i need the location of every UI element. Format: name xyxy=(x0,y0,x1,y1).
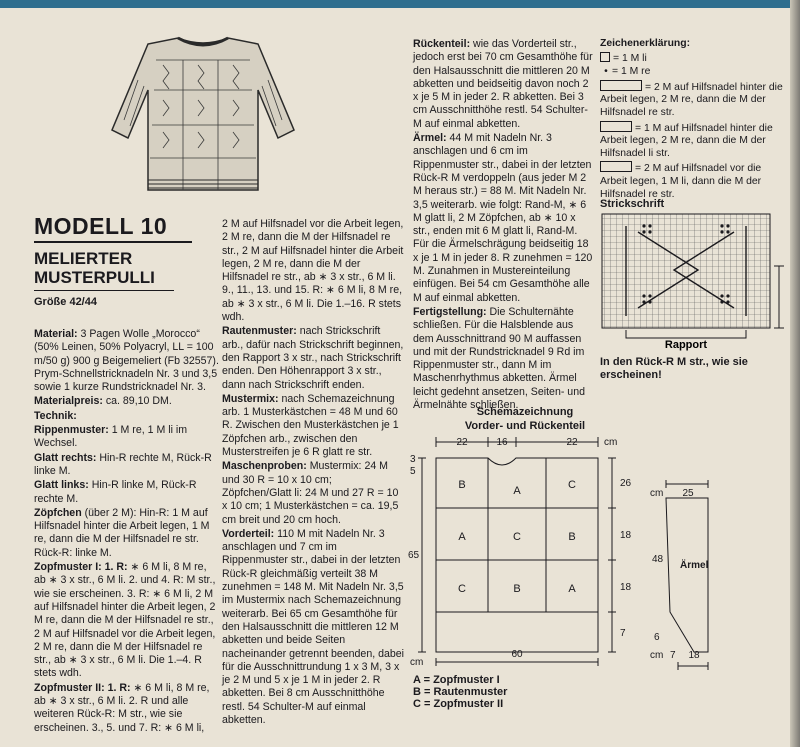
dim-label: 3 xyxy=(410,454,416,465)
sleeve-label: Ärmel xyxy=(680,560,709,571)
sweater-illustration xyxy=(108,30,298,200)
dim-label: 65 xyxy=(408,550,420,561)
paragraph: Zopfmuster I: 1. R: ∗ 6 M li, 8 M re, ab ∗ 3 x str., 6 M li. 2. und 4. R: M str., wie sie erscheinen. 3. R: ∗ 6 M li, 2 M auf Hilfsnadel hinter die Arbeit legen, 2 M re, dann die M der Hilfsnadel re str., 2 M auf Hilfsnadel vor die Arbeit legen, 2 M re, dann die M der Hilfsnadel re str., ab ∗ 3 x str., 6 M li. Die 1.–4. R stets wdh. xyxy=(34,561,216,680)
schema-title xyxy=(440,405,610,433)
dim-label: 26 xyxy=(620,478,632,489)
grid-cell-label: C xyxy=(458,583,466,595)
grid-cell-label: B xyxy=(513,583,521,595)
grid-cell-label: C xyxy=(513,531,521,543)
paragraph: Ärmel: 44 M mit Nadeln Nr. 3 anschlagen und 6 cm im Rippenmuster str., dabei in der letzten Rück-R M verdoppeln (aus jeder M 2 M heraus str.) = 88 M. Mit Nadeln Nr. 3,5 weiterarb. wie folgt: Rand-M, ∗ 6 M glatt li, 2 M Zöpfchen, ab ∗ 10 x str., enden mit 6 M glatt li, Rand-M. Für die Ärmelschrägung beidseitig 18 x je 1 M in jeder 8. R zunehmen = 120 M. Zunahmen in Mustereinteilung einfügen. Bei 54 cm Gesamthöhe alle M auf einmal abketten. xyxy=(413,132,593,304)
model-title: MODELL 10 xyxy=(34,213,168,239)
paragraph: Zopfmuster II: 1. R: ∗ 6 M li, 8 M re, ab ∗ 3 x str., 6 M li. 2. R und alle weiteren Rück-R: M str., wie sie erscheinen. 3., 5. und 7. R: ∗ 6 M li, xyxy=(34,681,210,734)
subtitle-rule xyxy=(34,290,174,291)
schema-title-line-1: Schemazeichnung xyxy=(476,406,574,418)
paragraph: Vorderteil: 110 M mit Nadeln Nr. 3 anschlagen und 7 cm im Rippenmuster str., dabei in der letzten Rück-R gleichmäßig verteilt 38 M zunehmen = 148 M. Mit Nadeln Nr. 3,5 im Mustermix nach Schemazeichnung weiterarb. Bei 65 cm Gesamthöhe für den Halsausschnitt die mittleren 12 M abketten und beide Seiten nacheinander getrennt beenden, dabei für die Ausschnittrundung 1 x 3 M, 3 x je 2 M und 5 x je 1 M in jeder 2. R abketten. Bei 8 cm Ausschnitthöhe restl. 54 Schulter-M auf einmal abketten. xyxy=(222,527,405,726)
paragraph: Maschenproben: Mustermix: 24 M und 30 R = 10 x 10 cm; Zöpfchen/Glatt li: 24 M und 27 R = 10 x 10 cm; 1 Musterkästchen = ca. 19,5 cm breit und 20 cm hoch. xyxy=(222,460,399,526)
key-item: C = Zopfmuster II xyxy=(413,698,504,710)
unit-label: cm xyxy=(650,650,664,661)
legend-item: = 1 M li xyxy=(600,52,785,66)
knitting-chart xyxy=(598,212,788,352)
grid-cell-label: A xyxy=(513,485,521,497)
legend-item: = 2 M auf Hilfsnadel hinter die Arbeit legen, 2 M re, dann die M der Hilfsnadel re str. xyxy=(600,81,783,118)
cable-back-icon xyxy=(600,80,642,91)
key-item: B = Rautenmuster xyxy=(413,686,508,698)
cross-front-icon xyxy=(600,161,632,172)
dim-label: 18 xyxy=(620,530,632,541)
dim-label: 48 xyxy=(652,554,664,565)
model-size: Größe 42/44 xyxy=(34,296,97,308)
dim-label: 25 xyxy=(682,488,694,499)
schema-title-line-2: Vorder- und Rückenteil xyxy=(464,420,586,432)
unit-label: cm xyxy=(604,437,618,448)
paragraph: Rautenmuster: nach Strickschrift arb., dafür nach Strickschrift beginnen, den Rapport 3 x str., nach Strickschrift enden. Den Höhenrapport 3 x str., dann nach Strickschrift enden. xyxy=(222,325,404,391)
legend-title: Zeichenerklärung: xyxy=(600,38,691,49)
paragraph: Glatt rechts: Hin-R rechte M, Rück-R linke M. xyxy=(34,451,212,477)
paragraph: Glatt links: Hin-R linke M, Rück-R rechte M. xyxy=(34,479,197,505)
grid-cell-label: B xyxy=(458,479,466,491)
symbol-legend xyxy=(600,38,785,202)
legend-item: • = 1 M re xyxy=(600,66,785,79)
dim-label: 18 xyxy=(688,650,700,661)
paragraph: Rippenmuster: 1 M re, 1 M li im Wechsel. xyxy=(34,424,188,450)
dim-label: 60 xyxy=(511,649,523,660)
chart-note: In den Rück-R M str., wie sie erscheinen! xyxy=(600,356,748,381)
top-color-bar xyxy=(0,0,800,8)
key-item: A = Zopfmuster I xyxy=(413,674,500,686)
dim-label: 7 xyxy=(620,628,626,639)
model-subtitle-2: MUSTERPULLI xyxy=(34,268,155,287)
cross-back-icon xyxy=(600,121,632,132)
dim-label: 5 xyxy=(410,466,416,477)
rapport-label: Rapport xyxy=(664,339,708,351)
dim-label: 6 xyxy=(654,632,660,643)
pattern-key xyxy=(413,674,507,710)
model-subtitle-1: MELIERTER xyxy=(34,249,133,268)
paragraph: Technik: xyxy=(34,409,77,422)
instructions-column-3 xyxy=(413,38,593,413)
dim-label: 22 xyxy=(566,437,578,448)
legend-item: = 2 M auf Hilfsnadel vor die Arbeit legen, 1 M li, dann die M der Hilfsnadel re str. xyxy=(600,163,762,200)
grid-cell-label: A xyxy=(568,583,576,595)
unit-label: cm xyxy=(410,657,424,668)
square-icon xyxy=(600,52,610,62)
title-rule xyxy=(34,241,192,243)
legend-item: = 1 M auf Hilfsnadel hinter die Arbeit legen, 2 M re, dann die M der Hilfsnadel li str. xyxy=(600,122,773,159)
grid-cell-label: C xyxy=(568,479,576,491)
dim-label: 16 xyxy=(496,437,508,448)
unit-label: cm xyxy=(650,488,664,499)
paragraph: Materialpreis: ca. 89,10 DM. xyxy=(34,395,172,408)
dim-label: 7 xyxy=(670,650,676,661)
chart-title: Strickschrift xyxy=(600,198,665,210)
dot-icon: • xyxy=(604,66,608,78)
paragraph: Fertigstellung: Die Schulternähte schließen. Für die Halsblende aus dem Ausschnittrand 90 M auffassen und mit der Rundstricknadel 9 Rd im Rippenmuster str., dann M im Maschenrhythmus abketten. Ärmel leicht gedehnt ansetzen, Seiten- und Ärmelnähte schließen. xyxy=(413,305,585,412)
paragraph: Material: 3 Pagen Wolle „Morocco“ (50% Leinen, 50% Polyacryl, LL = 100 m/50 g) 900 g Beigemeliert (Fb 32557). Prym-Schnellstricknadeln Nr. 3 und 3,5 sowie 1 kurze Rundstricknadel Nr. 3. xyxy=(34,328,219,394)
grid-cell-label: A xyxy=(458,531,466,543)
paragraph: Zöpfchen (über 2 M): Hin-R: 1 M auf Hilfsnadel hinter die Arbeit legen, 1 M re, dann die M der Hilfsnadel re str. Rück-R: linke M. xyxy=(34,506,210,559)
instructions-column-2 xyxy=(222,218,404,728)
grid-cell-label: B xyxy=(568,531,576,543)
paragraph: Mustermix: nach Schemazeichnung arb. 1 Musterkästchen = 48 M und 60 R. Zwischen den Musterkästchen je 1 Zöpfchen arb., zwischen den Musterstreifen je 6 R glatt re str. xyxy=(222,392,399,459)
instructions-column-1 xyxy=(34,328,220,736)
schematic-drawing xyxy=(408,432,800,672)
dim-label: 18 xyxy=(620,582,632,593)
paragraph: Rückenteil: wie das Vorderteil str., jedoch erst bei 70 cm Gesamthöhe für den Halsausschnitt die mittleren 20 M abketten und beidseitig davon noch 2 x je 5 M in jeder 2. R abketten. Bei 3 cm Ausschnitthöhe restl. 54 Schulter-M auf einmal abketten. xyxy=(413,38,593,130)
dim-label: 22 xyxy=(456,437,468,448)
paragraph: 2 M auf Hilfsnadel vor die Arbeit legen, 2 M re, dann die M der Hilfsnadel re str., 2 M auf Hilfsnadel hinter die Arbeit legen, 2 M re, dann die M der Hilfsnadel re str., ab ∗ 3 x str., 6 M li. 9., 11., 13. und 15. R: ∗ 6 M li, 8 M re, ab ∗ 3 x str., 6 M li. Die 1.–16. R stets wdh. xyxy=(222,218,404,324)
